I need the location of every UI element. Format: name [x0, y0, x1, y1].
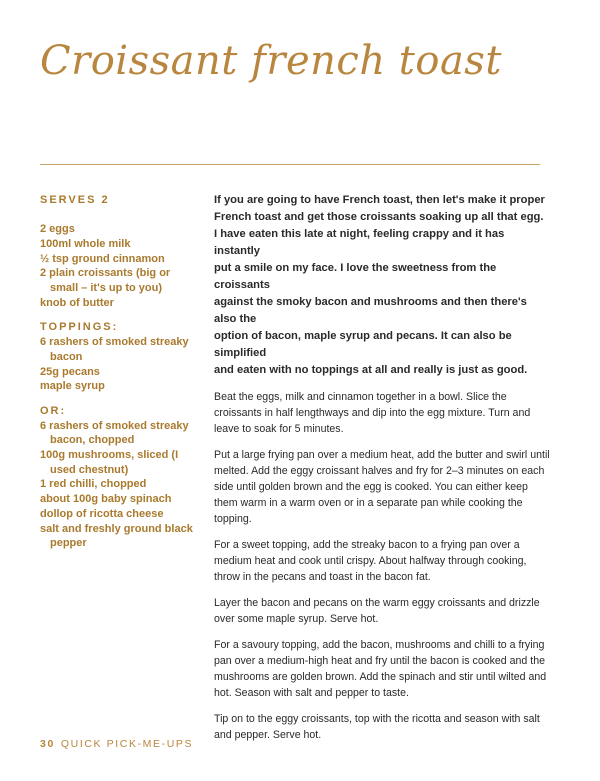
- method-step: Beat the eggs, milk and cinnamon together in a bowl. Slice the croissants in half lengthways and dip into the egg mixture. Turn and leave to soak for 5 minutes.: [214, 391, 531, 435]
- ingredient-item: maple syrup: [40, 380, 105, 393]
- method-step: Tip on to the eggy croissants, top with the ricotta and season with salt and pepper. Serve hot.: [214, 713, 540, 741]
- intro-paragraph: [214, 192, 550, 379]
- ingredient-item: 100ml whole milk: [40, 237, 131, 250]
- ingredient-item: salt and freshly ground black pepper: [40, 522, 193, 550]
- or-heading: OR:: [40, 404, 67, 417]
- section-name: QUICK PICK-ME-UPS: [60, 738, 194, 750]
- title-divider: [40, 164, 540, 165]
- ingredient-item: about 100g baby spinach: [40, 493, 172, 506]
- ingredient-item: 1 red chilli, chopped: [40, 478, 147, 491]
- ingredient-item: knob of butter: [40, 296, 114, 309]
- serves-heading: SERVES 2: [40, 194, 110, 206]
- intro-line: option of bacon, maple syrup and pecans. It can also be simplified: [214, 330, 512, 359]
- ingredient-item: 2 eggs: [40, 223, 75, 236]
- intro-line: If you are going to have French toast, then let's make it proper: [214, 194, 545, 206]
- method-column: [214, 192, 550, 753]
- toppings-list: [40, 335, 195, 394]
- intro-line: French toast and get those croissants soaking up all that egg.: [214, 211, 544, 223]
- ingredient-item: 6 rashers of smoked streaky bacon, chopped: [40, 419, 189, 447]
- ingredient-list: [40, 222, 195, 310]
- method-step: For a savoury topping, add the bacon, mushrooms and chilli to a frying pan over a medium-high heat and fry until the bacon is cooked and the mushrooms are golden brown. Add the spinach and stir until wilted and hot. Season with salt and pepper to taste.: [214, 639, 547, 699]
- intro-line: put a smile on my face. I love the sweetness from the croissants: [214, 262, 497, 291]
- intro-line: against the smoky bacon and mushrooms and then there's also the: [214, 296, 527, 325]
- ingredient-item: dollop of ricotta cheese: [40, 507, 164, 520]
- ingredient-item: ½ tsp ground cinnamon: [40, 252, 165, 265]
- ingredient-item: 100g mushrooms, sliced (I used chestnut): [40, 449, 179, 476]
- method-step: Layer the bacon and pecans on the warm eggy croissants and drizzle over some maple syrup. Serve hot.: [214, 597, 540, 625]
- ingredient-item: 25g pecans: [40, 365, 100, 378]
- intro-line: I have eaten this late at night, feeling crappy and it has instantly: [214, 228, 505, 257]
- ingredients-column: [40, 193, 195, 551]
- method-step: Put a large frying pan over a medium heat, add the butter and swirl until melted. Add the eggy croissant halves and fry for 2–3 minutes on each side until golden brown and the egg is cooked. You can either keep them warm in a warm oven or in a separate pan while cooking the topping.: [214, 449, 550, 525]
- ingredient-item: 6 rashers of smoked streaky bacon: [40, 336, 189, 363]
- method-step: For a sweet topping, add the streaky bacon to a frying pan over a medium heat and cook until crispy. About halfway through cooking, throw in the pecans and toast in the bacon fat.: [214, 539, 527, 583]
- intro-line: and eaten with no toppings at all and really is just as good.: [214, 364, 528, 376]
- recipe-title: Croissant french toast: [40, 38, 502, 84]
- page-footer: [40, 738, 193, 750]
- toppings-heading: TOPPINGS:: [40, 321, 119, 334]
- alt-toppings-list: [40, 419, 195, 551]
- page-number: 30: [40, 738, 55, 750]
- ingredient-item: 2 plain croissants (big or small – it's up to you): [40, 267, 171, 295]
